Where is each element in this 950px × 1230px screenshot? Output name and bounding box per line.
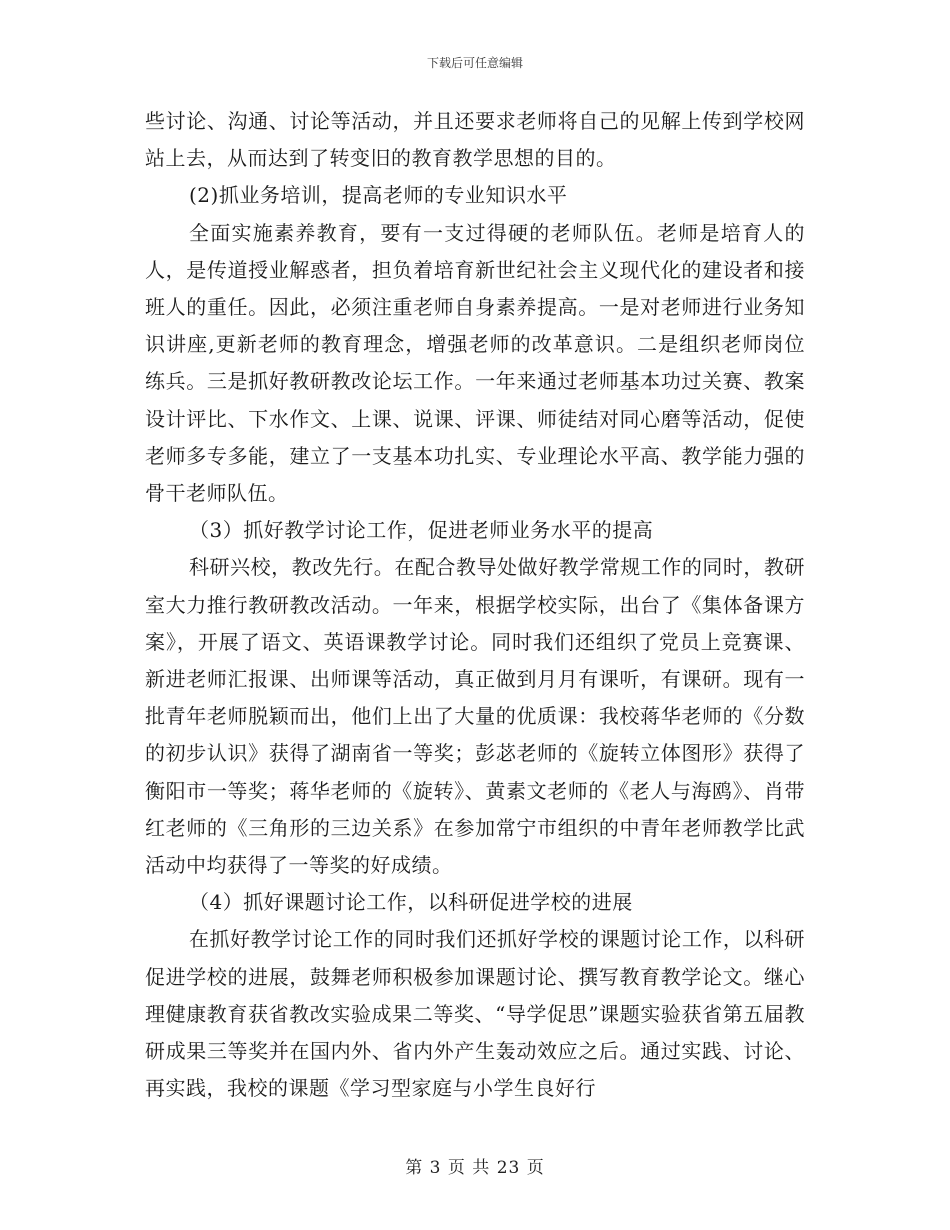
page-header: 下载后可任意编辑 xyxy=(426,56,523,70)
page-footer: 第 3 页 共 23 页 xyxy=(405,1158,545,1178)
section-heading-4: （4）抓好课题讨论工作，以科研促进学校的进展 xyxy=(189,890,633,915)
document-body xyxy=(145,103,805,1107)
section-heading-2: (2)抓业务培训，提高老师的专业知识水平 xyxy=(189,183,568,208)
paragraph-continuation: 些讨论、沟通、讨论等活动，并且还要求老师将自己的见解上传到学校网站上去，从而达到了转变旧的教育教学思想的目的。 xyxy=(145,109,805,171)
paragraph-training: 全面实施素养教育，要有一支过得硬的老师队伍。老师是培育人的人，是传道授业解惑者，担负着培育新世纪社会主义现代化的建设者和接班人的重任。因此，必须注重老师自身素养提高。一是对老师进行业务知识讲座,更新老师的教育理念，增强老师的改革意识。二是组织老师岗位练兵。三是抓好教研教改论坛工作。一年来通过老师基本功过关赛、教案设计评比、下水作文、上课、说课、评课、师徒结对同心磨等活动，促使老师多专多能，建立了一支基本功扎实、专业理论水平高、教学能力强的骨干老师队伍。 xyxy=(145,220,805,506)
section-heading-3: （3）抓好教学讨论工作，促进老师业务水平的提高 xyxy=(189,518,654,543)
paragraph-topics: 在抓好教学讨论工作的同时我们还抓好学校的课题讨论工作，以科研促进学校的进展，鼓舞老师积极参加课题讨论、撰写教育教学论文。继心理健康教育获省教改实验成果二等奖、“导学促思”课题实验获省第五届教研成果三等奖并在国内外、省内外产生轰动效应之后。通过实践、讨论、再实践，我校的课题《学习型家庭与小学生良好行 xyxy=(145,927,805,1101)
paragraph-research: 科研兴校，教改先行。在配合教导处做好教学常规工作的同时，教研室大力推行教研教改活动。一年来，根据学校实际，出台了《集体备课方案》，开展了语文、英语课教学讨论。同时我们还组织了党员上竞赛课、新进老师汇报课、出师课等活动，真正做到月月有课听，有课研。现有一批青年老师脱颖而出，他们上出了大量的优质课：我校蒋华老师的《分数的初步认识》获得了湖南省一等奖；彭苾老师的《旋转立体图形》获得了衡阳市一等奖；蒋华老师的《旋转》、黄素文老师的《老人与海鸥》、肖带红老师的《三角形的三边关系》在参加常宁市组织的中青年老师教学比武活动中均获得了一等奖的好成绩。 xyxy=(145,555,805,878)
